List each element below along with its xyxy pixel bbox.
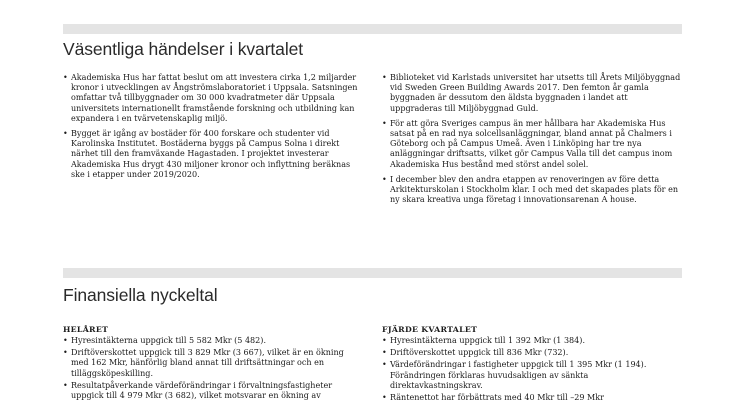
fourth-quarter-heading: FJÄRDE KVARTALET [382,325,478,334]
bullet-item: • Räntenettot har förbättrats med 40 Mkr till –29 Mkr [382,393,682,403]
events-right-column [382,73,682,210]
bullet-item: • Hyresintäkterna uppgick till 5 582 Mkr (5 482). [63,336,363,346]
financials-fourth-quarter-column [382,325,682,405]
bullet-item: • Hyresintäkterna uppgick till 1 392 Mkr (1 384). [382,336,682,346]
section-title-financials: Finansiella nyckeltal [63,285,218,305]
section-divider-bar [63,268,682,278]
bullet-item: • Biblioteket vid Karlstads universitet har utsetts till Årets Miljöbyggnad vid Sweden Green Building Awards 2017. Den femton år gamla byggnaden är dessutom den äldsta byggnaden i landet att uppgraderas till Miljöbyggnad Guld. [382,73,682,114]
bullet-item: • Driftöverskottet uppgick till 836 Mkr (732). [382,348,682,358]
bullet-item: • Driftöverskottet uppgick till 3 829 Mkr (3 667), vilket är en ökning med 162 Mkr, hänförlig bland annat till driftsättningar och en tilläggsköpeskilling. [63,348,363,379]
financials-full-year-column [63,325,363,403]
bullet-item: • Resultatpåverkande värdeförändringar i förvaltningsfastigheter uppgick till 4 979 Mkr (3 682), vilket motsvarar en ökning av [63,381,363,401]
section-divider-bar [63,24,682,34]
events-left-column [63,73,363,185]
bullet-item: • Akademiska Hus har fattat beslut om att investera cirka 1,2 miljarder kronor i utvecklingen av Ångströmslaboratoriet i Uppsala. Satsningen omfattar två tillbyggnader om 30 000 kvadratmeter där Uppsala universitets internationellt framstående forskning och utbildning kan expandera i en tvärvetenskaplig miljö. [63,73,363,124]
section-title-events: Väsentliga händelser i kvartalet [63,39,303,59]
bullet-item: • I december blev den andra etappen av renoveringen av före detta Arkitekturskolan i Stockholm klar. I och med det skapades plats för en ny skara kreativa unga företag i innovationsarenan A house. [382,175,682,206]
bullet-item: • Bygget är igång av bostäder för 400 forskare och studenter vid Karolinska Institutet. Bostäderna byggs på Campus Solna i direkt närhet till den framväxande Hagastaden. I projektet investerar Akademiska Hus drygt 430 miljoner kronor och inflyttning beräknas ske i etapper under 2019/2020. [63,129,363,180]
bullet-item: • Värdeförändringar i fastigheter uppgick till 1 395 Mkr (1 194). Förändringen förklaras huvudsakligen av sänkta direktavkastningskrav. [382,360,682,391]
full-year-heading: HELÅRET [63,325,109,334]
bullet-item: • För att göra Sveriges campus än mer hållbara har Akademiska Hus satsat på en rad nya solcellsanläggningar, bland annat på Chalmers i Göteborg och på Campus Umeå. Även i Linköping har tre nya anläggningar driftsatts, vilket gör Campus Valla till det campus inom Akademiska Hus bestånd med störst andel solel. [382,119,682,170]
